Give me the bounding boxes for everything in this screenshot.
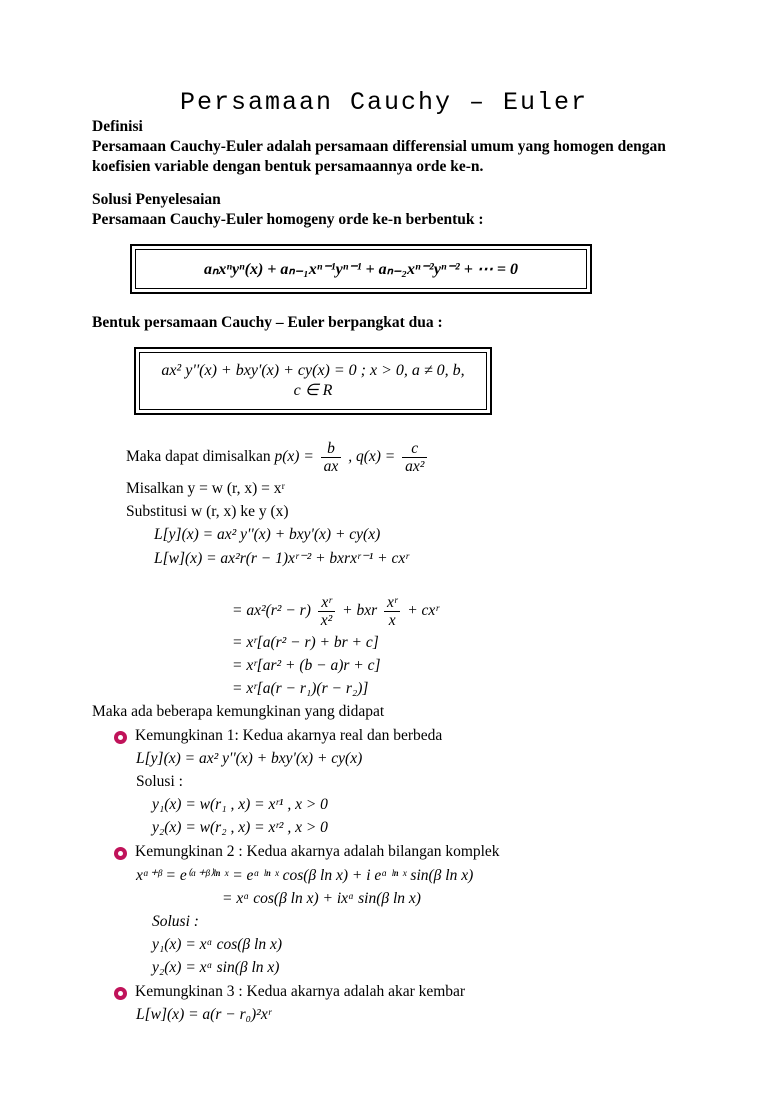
general-equation: aₙxⁿyⁿ(x) + aₙ₋₁xⁿ⁻¹yⁿ⁻¹ + aₙ₋₂xⁿ⁻²yⁿ⁻² + ⋯ = 0 [204,261,518,279]
case-2-line-5: y₂(x) = xᵅ sin(β ln x) [152,959,280,977]
step1-prefix: = ax²(r² − r) [232,602,311,620]
spacer-4 [92,573,676,589]
fraction-xr-over-x2 [318,594,336,629]
fraction-c-over-ax2 [402,440,427,475]
substitusi-line: Substitusi w (r, x) ke y (x) [126,503,289,521]
case-1-line-1: L[y](x) = ax² y''(x) + bxy'(x) + cy(x) [136,750,363,768]
step1-frac1-den: x² [320,612,333,630]
equation-step-2: = xʳ[a(r² − r) + br + c] [232,634,379,652]
case-2-line-3: Solusi : [152,913,199,931]
list-item-case-1 [114,727,676,745]
fraction-b-over-ax [321,440,342,475]
equation-step-3: = xʳ[ar² + (b − a)r + c] [232,657,381,675]
case-1-line-2: Solusi : [136,773,183,791]
bullet-icon [114,987,127,1000]
formula-box-second-order-inner [139,352,487,410]
fraction-numerator: b [321,440,342,458]
fraction-numerator-2: c [402,440,427,458]
second-order-equation: ax² y''(x) + bxy'(x) + cy(x) = 0 ; x > 0, a ≠ 0, b, c ∈ R [161,361,465,399]
spacer-2 [92,294,676,301]
fraction-denominator: ax [323,458,339,476]
page-title: Persamaan Cauchy – Euler [179,88,589,117]
equation-step-1 [232,594,676,629]
spacer [92,176,676,190]
equation-Ly: L[y](x) = ax² y''(x) + bxy'(x) + cy(x) [154,526,381,544]
solusi-heading: Solusi Penyelesaian [92,191,221,209]
bentuk-line: Bentuk persamaan Cauchy – Euler berpangkat dua : [92,314,443,332]
case-2-label: Kemungkinan 2 : Kedua akarnya adalah bilangan komplek [135,843,500,861]
fraction-xr-over-x [384,594,400,629]
equation-step-4: = xʳ[a(r − r₁)(r − r₂)] [232,680,369,698]
definisi-heading: Definisi [92,118,143,135]
case-1-label: Kemungkinan 1: Kedua akarnya real dan berbeda [135,727,443,745]
case-1-line-4: y₂(x) = w(r₂ , x) = xʳ² , x > 0 [152,819,328,837]
kemungkinan-intro: Maka ada beberapa kemungkinan yang didapat [92,703,385,721]
bullet-icon [114,847,127,860]
formula-box-general-inner [135,249,587,289]
maka-dimisalkan-text: Maka dapat dimisalkan [126,448,271,466]
document-page [0,88,768,1112]
definisi-line-2: koefisien variable dengan bentuk persamaannya orde ke-n. [92,157,484,175]
p-of-x: p(x) = [274,448,314,466]
list-item-case-2 [114,843,676,861]
list-item-case-3 [114,983,676,1001]
bullet-icon [114,731,127,744]
solusi-line: Persamaan Cauchy-Euler homogeny orde ke-n berbentuk : [92,211,484,229]
formula-box-general [130,244,592,294]
case-2-line-2: = xᵅ cos(β ln x) + ixᵅ sin(β ln x) [222,890,421,908]
document-body [92,117,676,1024]
case-3-label: Kemungkinan 3 : Kedua akarnya adalah akar kembar [135,983,466,1001]
fraction-denominator-2: ax² [405,458,425,476]
equation-Lw: L[w](x) = ax²r(r − 1)xʳ⁻² + bxrxʳ⁻¹ + cxʳ [154,550,409,568]
case-1-line-3: y₁(x) = w(r₁ , x) = xʳ¹ , x > 0 [152,796,328,814]
spacer-3 [92,415,676,435]
step1-mid: + bxr [342,602,378,620]
formula-box-second-order [134,347,492,415]
step1-frac2-den: x [388,612,396,630]
step1-suffix: + cxʳ [407,602,439,620]
case-2-line-4: y₁(x) = xᵅ cos(β ln x) [152,936,283,954]
maka-dimisalkan-row [126,440,676,475]
step1-frac1-num: xʳ [318,594,336,612]
misalkan-line: Misalkan y = w (r, x) = xʳ [126,480,285,498]
q-of-x: , q(x) = [348,448,396,466]
definisi-line-1: Persamaan Cauchy-Euler adalah persamaan differensial umum yang homogen dengan [92,137,666,155]
case-2-line-1: xᵅ⁺ᵝ = e⁽ᵅ⁺ᵝ⁾ˡⁿ ˣ = eᵅ ˡⁿ ˣ cos(β ln x) + i eᵅ ˡⁿ ˣ sin(β ln x) [136,867,474,885]
step1-frac2-num: xʳ [384,594,400,612]
case-3-line-1: L[w](x) = a(r − r₀)²xʳ [136,1006,272,1024]
